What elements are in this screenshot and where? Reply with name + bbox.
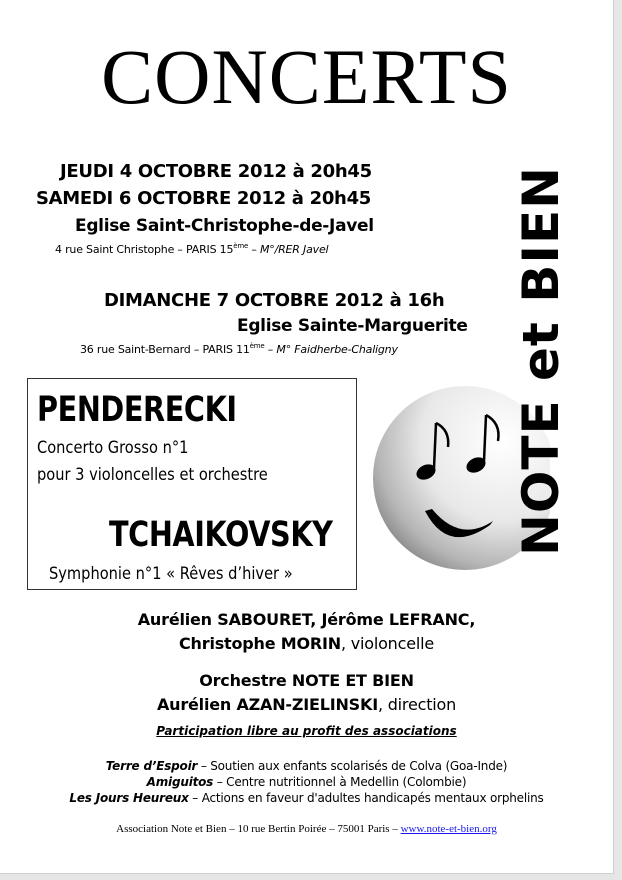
poster-title: CONCERTS xyxy=(101,33,512,120)
logo-text: NOTE et BIEN xyxy=(512,166,570,556)
venue-2-address: 36 rue Saint-Bernard – PARIS 11ème – M° Faidherbe-Chaligny xyxy=(80,342,398,356)
composer-penderecki: PENDERECKI xyxy=(37,390,237,430)
work-1-subtitle: pour 3 violoncelles et orchestre xyxy=(37,465,268,485)
concert-date-2: SAMEDI 6 OCTOBRE 2012 à 20h45 xyxy=(36,188,372,209)
venue-2: Eglise Sainte-Marguerite xyxy=(237,316,468,336)
venue-1: Eglise Saint-Christophe-de-Javel xyxy=(75,216,374,236)
association-1: Terre d’Espoir – Soutien aux enfants scolarisés de Colva (Goa-Inde) xyxy=(105,759,508,773)
venue-1-address: 4 rue Saint Christophe – PARIS 15ème – M°/RER Javel xyxy=(55,242,329,256)
association-2: Amiguitos – Centre nutritionnel à Medellin (Colombie) xyxy=(146,775,467,789)
concert-date-3: DIMANCHE 7 OCTOBRE 2012 à 16h xyxy=(104,290,445,311)
soloist-christophe: Christophe MORIN, violoncelle xyxy=(179,634,434,653)
participation-note: Participation libre au profit des associations xyxy=(156,724,457,738)
website-link[interactable]: www.note-et-bien.org xyxy=(400,823,497,835)
work-1-title: Concerto Grosso n°1 xyxy=(37,438,189,458)
conductor: Aurélien AZAN-ZIELINSKI, direction xyxy=(156,695,457,714)
work-2-title: Symphonie n°1 « Rêves d’hiver » xyxy=(49,564,293,584)
footer: Association Note et Bien – 10 rue Bertin Poirée – 75001 Paris – www.note-et-bien.org xyxy=(116,823,497,835)
orchestra-name: Orchestre NOTE ET BIEN xyxy=(199,671,414,690)
composer-tchaikovsky: TCHAIKOVSKY xyxy=(109,515,333,555)
concert-date-1: JEUDI 4 OCTOBRE 2012 à 20h45 xyxy=(60,161,372,182)
association-3: Les Jours Heureux – Actions en faveur d'adultes handicapés mentaux orphelins xyxy=(69,791,544,805)
soloists-line: Aurélien SABOURET, Jérôme LEFRANC, xyxy=(137,610,476,629)
